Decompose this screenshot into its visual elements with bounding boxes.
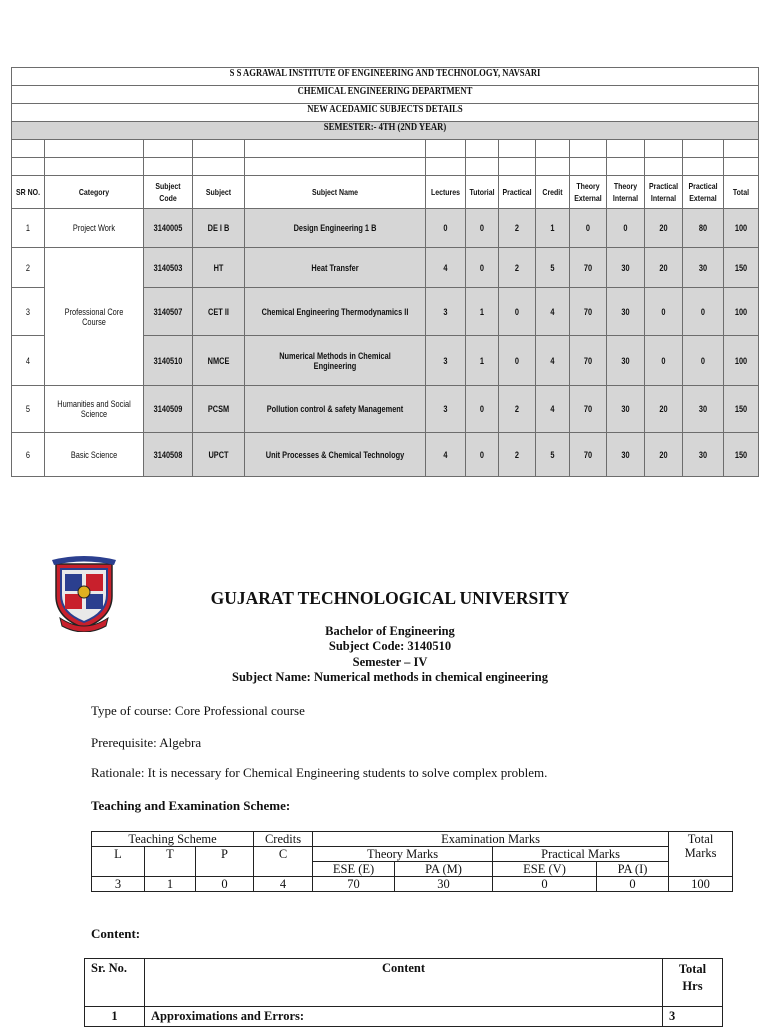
pa-i-header: PA (I) (597, 862, 669, 877)
table-row (12, 209, 759, 248)
scheme-values-row (92, 877, 733, 892)
header-credit: Credit (536, 176, 570, 209)
ese-v-value: 0 (493, 877, 597, 892)
cell-code: 3140510 (144, 336, 193, 386)
table-row (12, 386, 759, 433)
l-value: 3 (92, 877, 145, 892)
total-marks-header: Total Marks (669, 832, 733, 877)
cell-theory-external: 70 (570, 386, 607, 433)
header-subject: Subject (193, 176, 245, 209)
cell-sr: 5 (12, 386, 45, 433)
cell-practical-internal: 0 (645, 336, 683, 386)
cell-subject-name: Heat Transfer (245, 248, 426, 288)
cell-sr: 3 (12, 288, 45, 336)
cell-tutorial: 1 (466, 288, 499, 336)
cell-theory-internal: 0 (607, 209, 645, 248)
theory-marks-header: Theory Marks (313, 847, 493, 862)
header-theory-internal: Theory Internal (607, 176, 645, 209)
cell-practical: 0 (499, 336, 536, 386)
header-lectures: Lectures (426, 176, 466, 209)
cell-subject: DE I B (193, 209, 245, 248)
university-title: GUJARAT TECHNOLOGICAL UNIVERSITY (210, 588, 570, 608)
cell-total: 150 (724, 433, 759, 477)
sheet-title-department: CHEMICAL ENGINEERING DEPARTMENT (12, 86, 759, 104)
practical-marks-header: Practical Marks (493, 847, 669, 862)
c-header: C (254, 847, 313, 877)
cell-total: 100 (724, 288, 759, 336)
gtu-crest-icon (46, 556, 122, 632)
cell-code: 3140005 (144, 209, 193, 248)
cell-practical-internal: 20 (645, 209, 683, 248)
header-total: Total (724, 176, 759, 209)
teaching-scheme-heading: Teaching and Examination Scheme: (91, 798, 291, 813)
cell-category: Basic Science (45, 433, 144, 477)
table-row (12, 433, 759, 477)
ese-e-header: ESE (E) (313, 862, 395, 877)
sheet-title-details: NEW ACEDAMIC SUBJECTS DETAILS (12, 104, 759, 122)
cell-total: 100 (724, 209, 759, 248)
cell-credit: 4 (536, 386, 570, 433)
cell-theory-internal: 30 (607, 248, 645, 288)
sheet-header-row (12, 176, 759, 209)
cell-category: Humanities and Social Science (45, 386, 144, 433)
header-tutorial: Tutorial (466, 176, 499, 209)
cell-practical-external: 30 (683, 386, 724, 433)
cell-sr: 1 (12, 209, 45, 248)
cell-subject-name: Pollution control & safety Management (245, 386, 426, 433)
cell-lectures: 3 (426, 288, 466, 336)
degree-line: Bachelor of Engineering (325, 624, 455, 638)
cell-practical: 2 (499, 248, 536, 288)
cell-practical-external: 30 (683, 248, 724, 288)
cell-tutorial: 0 (466, 433, 499, 477)
cell-practical: 2 (499, 433, 536, 477)
ese-v-header: ESE (V) (493, 862, 597, 877)
cell-practical-internal: 0 (645, 288, 683, 336)
c-value: 4 (254, 877, 313, 892)
header-practical-internal: Practical Internal (645, 176, 683, 209)
content-header: Content (145, 959, 663, 1007)
examination-marks-header: Examination Marks (313, 832, 669, 847)
content-heading: Content: (91, 926, 141, 941)
cell-practical-internal: 20 (645, 248, 683, 288)
pa-m-header: PA (M) (395, 862, 493, 877)
total-hrs-header: Total Hrs (663, 959, 723, 1007)
header-practical: Practical (499, 176, 536, 209)
subject-name-line: Subject Name: Numerical methods in chemical engineering (232, 670, 548, 684)
l-header: L (92, 847, 145, 877)
cell-theory-external: 70 (570, 288, 607, 336)
credits-header: Credits (254, 832, 313, 847)
header-subject-name: Subject Name (245, 176, 426, 209)
cell-lectures: 4 (426, 248, 466, 288)
cell-subject-name: Design Engineering 1 B (245, 209, 426, 248)
semester-line: Semester – IV (352, 655, 428, 669)
cell-tutorial: 1 (466, 336, 499, 386)
cell-subject: NMCE (193, 336, 245, 386)
cell-practical: 0 (499, 288, 536, 336)
p-header: P (196, 847, 254, 877)
sheet-title-institute: S S AGRAWAL INSTITUTE OF ENGINEERING AND TECHNOLOGY, NAVSARI (12, 68, 759, 86)
cell-subject-name: Unit Processes & Chemical Technology (245, 433, 426, 477)
rationale: Rationale: It is necessary for Chemical Engineering students to solve complex problem. (91, 765, 548, 780)
cell-subject: PCSM (193, 386, 245, 433)
cell-tutorial: 0 (466, 209, 499, 248)
cell-credit: 4 (536, 288, 570, 336)
cell-code: 3140508 (144, 433, 193, 477)
cell-theory-external: 70 (570, 336, 607, 386)
cell-credit: 5 (536, 248, 570, 288)
prerequisite: Prerequisite: Algebra (91, 735, 202, 750)
pa-m-value: 30 (395, 877, 493, 892)
cell-category: Project Work (45, 209, 144, 248)
content-topic: Approximations and Errors: (145, 1007, 663, 1027)
cell-tutorial: 0 (466, 248, 499, 288)
subject-code-line: Subject Code: 3140510 (328, 639, 452, 653)
cell-code: 3140503 (144, 248, 193, 288)
type-of-course: Type of course: Core Professional course (91, 703, 305, 718)
cell-tutorial: 0 (466, 386, 499, 433)
cell-credit: 5 (536, 433, 570, 477)
header-subject-code: Subject Code (144, 176, 193, 209)
t-header: T (145, 847, 196, 877)
teaching-scheme-table (91, 831, 733, 892)
cell-practical-external: 30 (683, 433, 724, 477)
cell-subject: CET II (193, 288, 245, 336)
cell-code: 3140509 (144, 386, 193, 433)
cell-theory-internal: 30 (607, 433, 645, 477)
sheet-title-semester: SEMESTER:- 4TH (2ND YEAR) (12, 122, 759, 140)
cell-sr: 4 (12, 336, 45, 386)
cell-practical: 2 (499, 386, 536, 433)
teaching-scheme-header: Teaching Scheme (92, 832, 254, 847)
header-sr-no: SR NO. (12, 176, 45, 209)
cell-practical: 2 (499, 209, 536, 248)
cell-theory-internal: 30 (607, 288, 645, 336)
cell-practical-internal: 20 (645, 433, 683, 477)
cell-total: 150 (724, 248, 759, 288)
cell-theory-external: 70 (570, 433, 607, 477)
content-table (84, 958, 723, 1027)
p-value: 0 (196, 877, 254, 892)
content-sr: 1 (85, 1007, 145, 1027)
content-header-row (85, 959, 723, 1007)
ese-e-value: 70 (313, 877, 395, 892)
cell-credit: 4 (536, 336, 570, 386)
pa-i-value: 0 (597, 877, 669, 892)
cell-credit: 1 (536, 209, 570, 248)
cell-subject-name: Chemical Engineering Thermodynamics II (245, 288, 426, 336)
cell-lectures: 3 (426, 336, 466, 386)
content-hrs: 3 (663, 1007, 723, 1027)
cell-practical-external: 0 (683, 288, 724, 336)
cell-practical-internal: 20 (645, 386, 683, 433)
t-value: 1 (145, 877, 196, 892)
cell-theory-external: 70 (570, 248, 607, 288)
cell-code: 3140507 (144, 288, 193, 336)
cell-lectures: 4 (426, 433, 466, 477)
cell-lectures: 3 (426, 386, 466, 433)
cell-lectures: 0 (426, 209, 466, 248)
cell-sr: 6 (12, 433, 45, 477)
sr-no-header: Sr. No. (85, 959, 145, 1007)
subjects-sheet (11, 67, 759, 477)
cell-subject: UPCT (193, 433, 245, 477)
header-theory-external: Theory External (570, 176, 607, 209)
cell-total: 100 (724, 336, 759, 386)
cell-practical-external: 0 (683, 336, 724, 386)
cell-category: Professional Core Course (45, 248, 144, 386)
cell-theory-external: 0 (570, 209, 607, 248)
table-row (12, 248, 759, 288)
cell-total: 150 (724, 386, 759, 433)
cell-practical-external: 80 (683, 209, 724, 248)
header-practical-external: Practical External (683, 176, 724, 209)
cell-sr: 2 (12, 248, 45, 288)
total-value: 100 (669, 877, 733, 892)
cell-subject-name: Numerical Methods in Chemical Engineering (245, 336, 426, 386)
cell-theory-internal: 30 (607, 386, 645, 433)
header-category: Category (45, 176, 144, 209)
cell-subject: HT (193, 248, 245, 288)
cell-theory-internal: 30 (607, 336, 645, 386)
